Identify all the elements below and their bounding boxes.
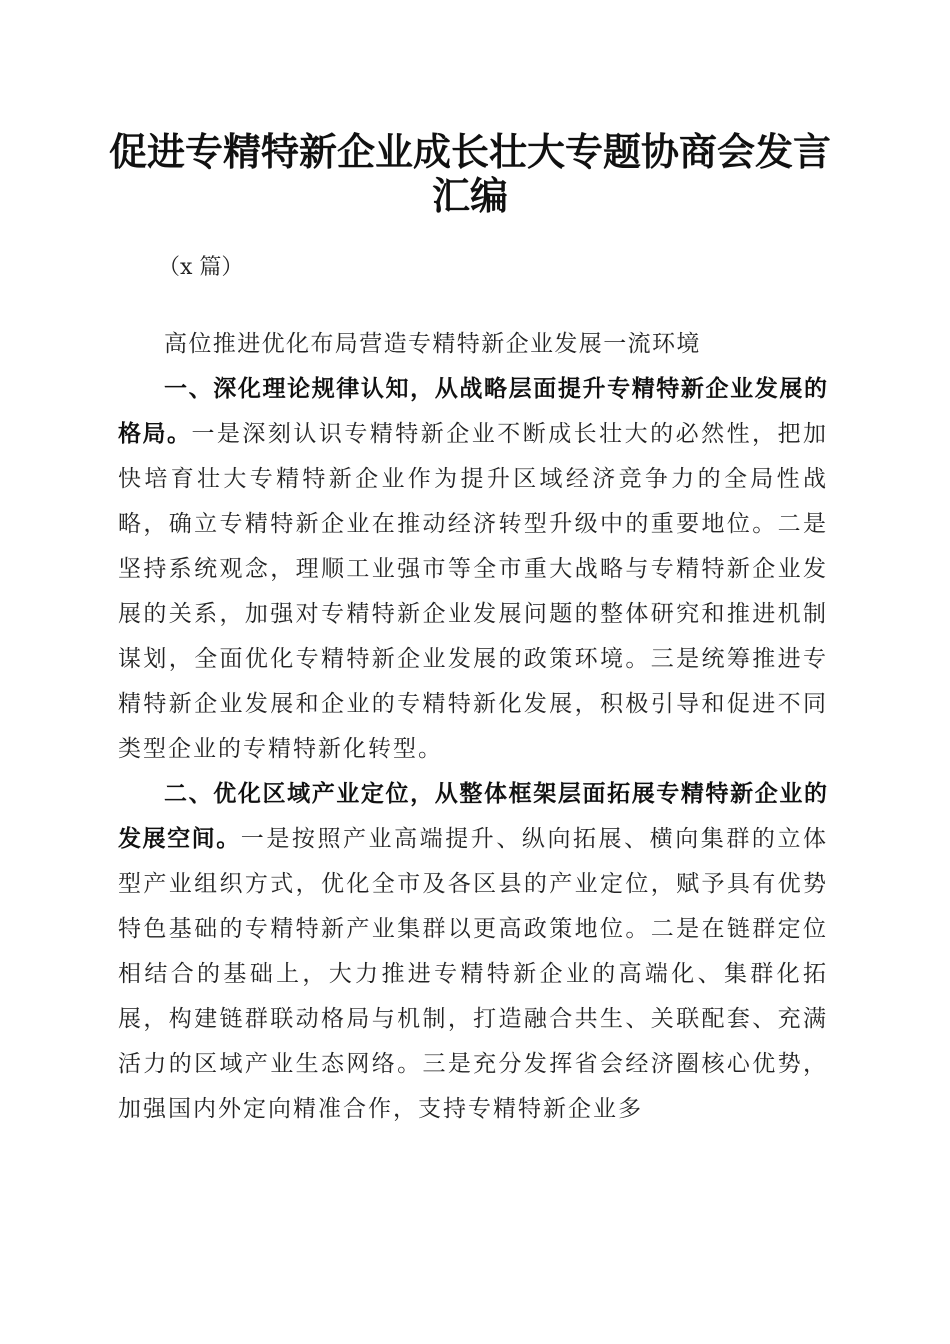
section-paragraph bbox=[118, 772, 828, 1132]
section-text: 一是深刻认识专精特新企业不断成长壮大的必然性，把加快培育壮大专精特新企业作为提升区域经济竞争力的全局性战略，确立专精特新企业在推动经济转型升级中的重要地位。二是坚持系统观念，理顺工业强市等全市重大战略与专精特新企业发展的关系，加强对专精特新企业发展问题的整体研究和推进机制谋划，全面优化专精特新企业发展的政策环境。三是统筹推进专精特新企业发展和企业的专精特新化发展，积极引导和促进不同类型企业的专精特新化转型。 bbox=[118, 421, 829, 762]
section-heading: 一、深化理论规律认知，从战略层面提升专精特新企业发展的格局。 bbox=[118, 376, 828, 447]
document-subtitle: （x 篇） bbox=[158, 255, 244, 280]
section-paragraph bbox=[118, 367, 828, 772]
article-title: 高位推进优化布局营造专精特新企业发展一流环境 bbox=[164, 331, 701, 357]
section-text: 一是按照产业高端提升、纵向拓展、横向集群的立体型产业组织方式，优化全市及各区县的产业定位，赋予具有优势特色基础的专精特新产业集群以更高政策地位。二是在链群定位相结合的基础上，大力推进专精特新企业的高端化、集群化拓展，构建链群联动格局与机制，打造融合共生、关联配套、充满活力的区域产业生态网络。三是充分发挥省会经济圈核心优势，加强国内外定向精准合作，支持专精特新企业多 bbox=[118, 826, 829, 1122]
document-title: 促进专精特新企业成长壮大专题协商会发言汇编 bbox=[108, 129, 831, 218]
section-heading: 二、优化区域产业定位，从整体框架层面拓展专精特新企业的发展空间。 bbox=[118, 781, 828, 852]
document-body bbox=[118, 322, 828, 1132]
